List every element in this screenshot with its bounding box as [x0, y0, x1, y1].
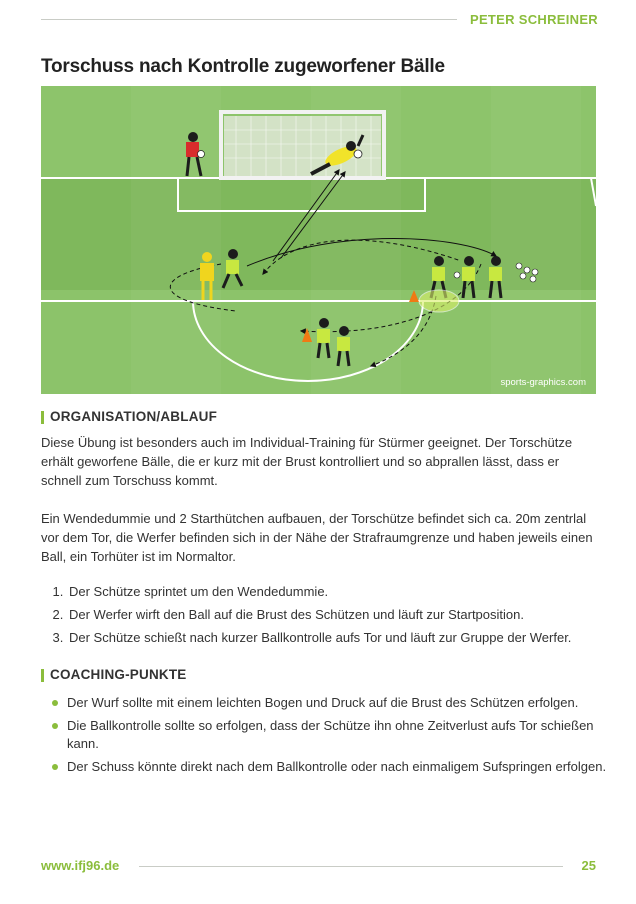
steps-list — [41, 583, 627, 652]
coaching-list — [41, 694, 623, 781]
list-item: Die Ballkontrolle sollte so erfolgen, dass der Schütze ihn ohne Zeitverlust aufs Tor schießen kann. — [67, 717, 623, 753]
footer-rule — [139, 866, 563, 867]
coaching-heading: COACHING-PUNKTE — [41, 667, 187, 682]
list-item: 1. Der Schütze sprintet um den Wendedummie. — [67, 583, 627, 601]
list-item: Der Schuss könnte direkt nach dem Ballkontrolle oder nach einmaligem Sufspringen erfolgen. — [67, 758, 623, 776]
organisation-heading: ORGANISATION/ABLAUF — [41, 409, 217, 424]
drill-diagram — [41, 86, 596, 394]
pitch-illustration — [41, 86, 596, 394]
organisation-paragraph-1: Diese Übung ist besonders auch im Individual-Training für Stürmer geeignet. Der Torschütze erhält geworfene Bälle, die er kurz mit der Brust kontrolliert und so abprallen lässt, dass er schnell zum Torschuss kommt. — [41, 435, 573, 488]
organisation-paragraph-2: Ein Wendedummie und 2 Starthütchen aufbauen, der Torschütze befindet sich ca. 20m zentrlal vor dem Tor, die Werfer befinden sich in der Nähe der Strafraumgrenze und haben jeweils einen Ball, ein Torhüter ist im Normaltor. — [41, 511, 593, 564]
website-link[interactable]: www.ifj96.de — [41, 858, 120, 873]
page-number: 25 — [581, 858, 596, 873]
header-rule — [41, 19, 457, 20]
list-item: 3. Der Schütze schießt nach kurzer Ballkontrolle aufs Tor und läuft zur Gruppe der Werfer. — [67, 629, 627, 647]
list-item: Der Wurf sollte mit einem leichten Bogen und Druck auf die Brust des Schützen erfolgen. — [67, 694, 623, 712]
author-name: PETER SCHREINER — [469, 12, 598, 27]
image-credit: sports-graphics.com — [500, 377, 586, 388]
list-item: 2. Der Werfer wirft den Ball auf die Brust des Schützen und läuft zur Startposition. — [67, 606, 627, 624]
page-title: Torschuss nach Kontrolle zugeworfener Bälle — [41, 56, 445, 77]
